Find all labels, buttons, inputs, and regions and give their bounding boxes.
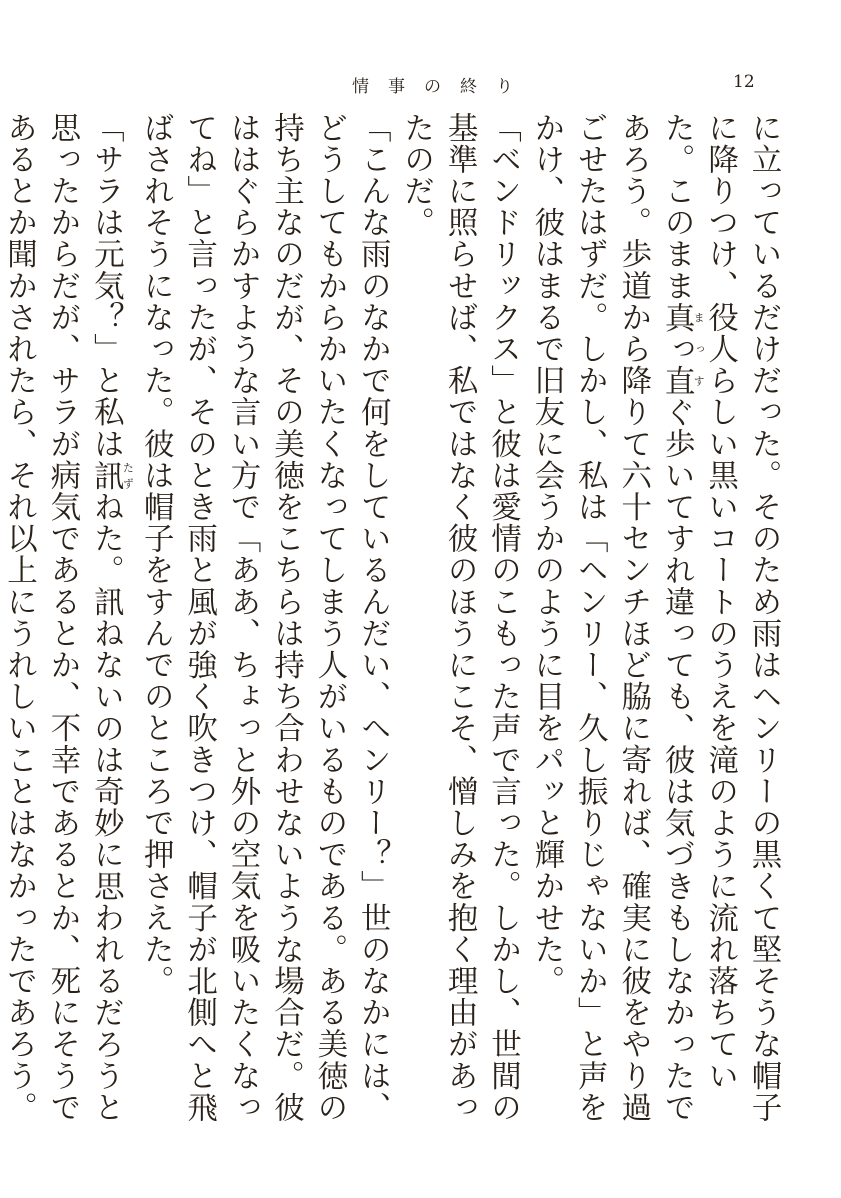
paragraph-3: 「こんな雨のなかで何をしているんだい、ヘンリー？」世のなかには、どうしてもからかいたくなってしまう人がいるものである。ある美徳の持ち主なのだが、その美徳をこちらは持ち合わせないような場合だ。彼ははぐらかすような言い方で「ああ、ちょっと外の空気を吸いたくなってね」と言ったが、そのとき雨と風が強く吹きつけ、帽子が北側へと飛ばされそうになった。彼は帽子をすんでのところで押さえた。 [138, 112, 391, 1124]
paragraph-1 [524, 112, 785, 1154]
running-header-title: 情事の終り [352, 77, 532, 97]
vertical-body-text [1, 112, 785, 1154]
paragraph-4 [0, 112, 134, 1154]
paragraph-1-text-a: に立っているだけだった。そのため雨はヘンリーの黒くて堅そうな帽子に降りつけ、役人らしい黒いコートのうえを滝のように流れ落ちていた。このまま [659, 112, 781, 1124]
page-number: 12 [733, 72, 755, 92]
paragraph-1-text-b: ぐ歩いてすれ違っても、彼は気づきもしなかったであろう。歩道から降りて六十センチほど脇に寄れば、確実に彼をやり過ごせたはずだ。しかし、私は「ヘンリー、久し振りじゃないか」と声をかけ、彼はまるで旧友に会うかのように目をパッと輝かせた。 [528, 112, 695, 1124]
ruby-tazuneta [88, 459, 135, 492]
paragraph-4-text-b: ねた。訊ねないのは奇妙に思われるだろうと思ったからだが、サラが病気であるとか、不幸であるとか、死にそうであるとか聞かされたら、それ以上にうれしいことはなかったであろう。 [1, 112, 124, 1124]
paragraph-4-text-a: 「サラは元気？」と私は [88, 112, 124, 460]
ruby-tazuneta-base: 訊 [88, 459, 124, 492]
ruby-massugu [659, 301, 706, 397]
ruby-massugu-base: 真っ直 [659, 301, 695, 397]
paragraph-2: 「ベンドリックス」と彼は愛情のこもった声で言った。しかし、世間の基準に照らせば、私ではなく彼のほうにこそ、憎しみを抱く理由があったのだ。 [398, 112, 521, 1124]
ruby-massugu-reading: まっす [692, 301, 706, 397]
ruby-tazuneta-reading: たず [121, 459, 135, 492]
